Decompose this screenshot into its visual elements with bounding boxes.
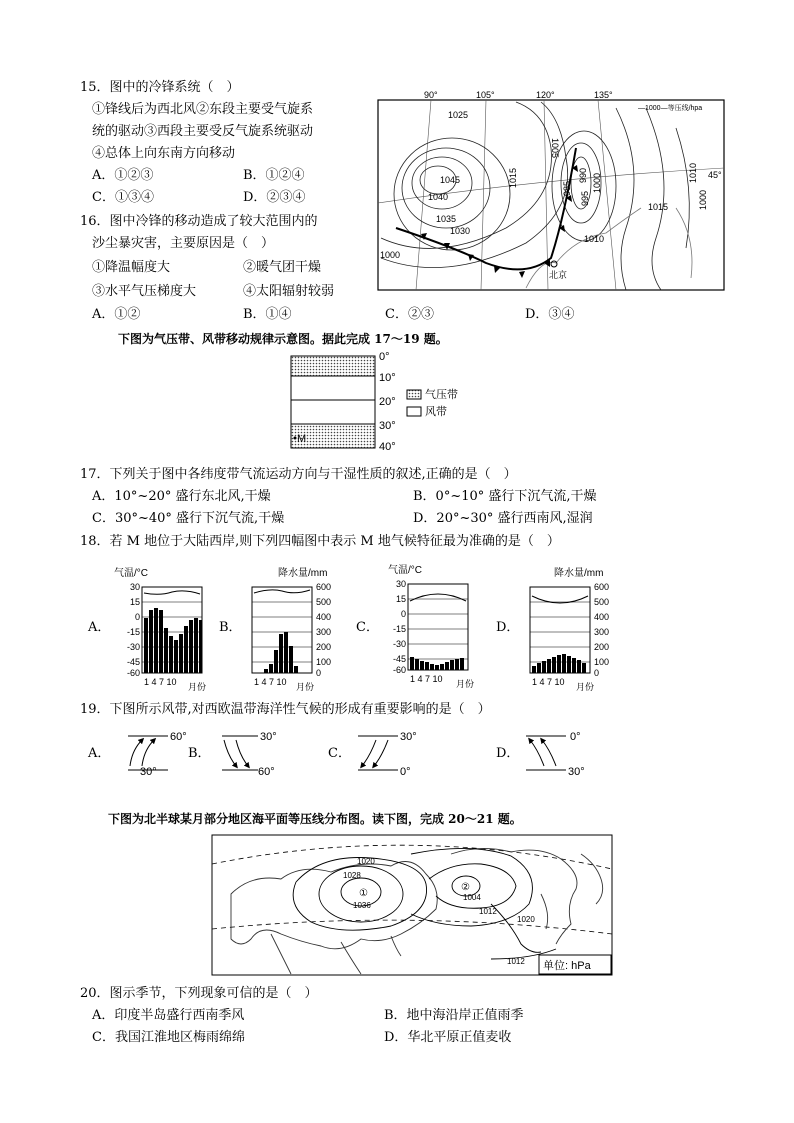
climate-chart-c: [376, 563, 488, 689]
tick: 500: [594, 597, 610, 607]
q18-label-d: D．: [496, 620, 520, 635]
isobar-label: 1000: [380, 250, 401, 260]
isobar-label: 1030: [450, 226, 471, 236]
q15-option-c: C．①③④: [92, 190, 154, 205]
tick: -30: [392, 639, 406, 649]
q19-stem: 19．下图所示风带,对西欧温带海洋性气候的形成有重要影响的是（ ）: [80, 702, 491, 717]
q17-option-a: A．10°~20° 盛行东北风,干燥: [92, 489, 271, 504]
lon-120: 120°: [536, 90, 555, 100]
northern-hemisphere-isobar-map: [211, 834, 613, 976]
isobar-label: 1036: [353, 901, 371, 910]
month-unit: 月份: [188, 682, 207, 692]
lon-105: 105°: [476, 90, 495, 100]
isobar-label: 990: [578, 167, 588, 183]
lat-label-bottom: 30°: [568, 766, 585, 778]
q15-line2: 统的驱动③西段主要受反气旋系统驱动: [92, 124, 314, 139]
q18-label-b: B．: [219, 620, 242, 635]
tick: 200: [316, 642, 332, 652]
q15-option-a: A．①②③: [92, 168, 154, 183]
q15-option-d: D．②③④: [243, 190, 306, 205]
lat-label-bottom: 60°: [258, 766, 275, 778]
tick: 30: [129, 582, 140, 592]
climate-chart-a: [110, 566, 220, 692]
q17-option-c: C．30°~40° 盛行下沉气流,干燥: [92, 511, 285, 526]
isobar-label: 1020: [517, 915, 535, 924]
isobar-label: 1000: [698, 189, 708, 210]
month-ticks: 1 4 7 10: [144, 677, 177, 687]
cold-front-isobar-map: [376, 88, 726, 293]
q19-label-d: D．: [496, 746, 520, 761]
q16-item-2: ②暖气团干燥: [243, 260, 322, 275]
isobar-label: 1010: [688, 162, 698, 183]
rain-axis-title: 降水量/mm: [554, 568, 604, 579]
isobar-label: 1010: [584, 234, 605, 244]
rain-axis-title: 降水量/mm: [278, 568, 328, 579]
lat-label-top: 0°: [570, 731, 581, 743]
q16-stem-1: 16．图中冷锋的移动造成了较大范围内的: [80, 214, 318, 229]
q20-option-b: B．地中海沿岸正值雨季: [384, 1008, 524, 1023]
q20-option-c: C．我国江淮地区梅雨绵绵: [92, 1030, 245, 1045]
tick: 100: [594, 657, 610, 667]
isobar-label: 1028: [343, 871, 361, 880]
isobar-label: 1025: [448, 110, 469, 120]
isobar-legend: —1000—等压线/hpa: [638, 105, 703, 112]
tick: -60: [392, 665, 406, 675]
q17-stem: 17．下列关于图中各纬度带气流运动方向与干湿性质的叙述,正确的是（ ）: [80, 467, 517, 482]
lat-label-top: 30°: [400, 731, 417, 743]
tick: 0: [134, 612, 140, 622]
q16-option-c: C．②③: [385, 307, 434, 322]
lat-label: 0°: [379, 351, 390, 363]
q16-option-d: D．③④: [525, 307, 575, 322]
tick: -60: [126, 668, 140, 678]
q16-option-b: B．①④: [243, 307, 292, 322]
marker-2: ②: [461, 882, 470, 893]
tick: 500: [316, 597, 332, 607]
tick: 400: [594, 612, 610, 622]
wind-belt-option-c: [352, 728, 432, 778]
tick: -30: [126, 642, 140, 652]
climate-chart-d: [518, 566, 636, 692]
isobar-label: 1035: [436, 214, 457, 224]
month-ticks: 1 4 7 10: [410, 674, 443, 684]
lat-label: 40°: [379, 441, 396, 453]
tick: -15: [392, 624, 406, 634]
lat-label: 30°: [379, 420, 396, 432]
isobar-label: 1015: [508, 167, 518, 188]
tick: 100: [316, 657, 332, 667]
tick: 300: [316, 627, 332, 637]
q17-option-d: D．20°~30° 盛行西南风,湿润: [413, 511, 593, 526]
q16-stem-2: 沙尘暴灾害，主要原因是（ ）: [92, 236, 275, 251]
month-unit: 月份: [576, 682, 595, 692]
tick: 15: [395, 594, 406, 604]
temp-axis-title: 气温/°C: [114, 568, 148, 579]
isobar-label: 1015: [648, 202, 669, 212]
lat-label-bottom: 30°: [140, 766, 157, 778]
isobar-label: 1004: [463, 893, 481, 902]
isobar-label: 1040: [428, 192, 449, 202]
isobar-label: 1005: [550, 138, 560, 159]
tick: 30: [395, 579, 406, 589]
lon-90: 90°: [424, 90, 438, 100]
month-ticks: 1 4 7 10: [532, 677, 565, 687]
q15-option-b: B．①②④: [243, 168, 305, 183]
tick: 300: [594, 627, 610, 637]
beijing-label: 北京: [549, 270, 568, 280]
lat-45: 45°: [708, 170, 722, 180]
isobar-label: 1045: [440, 175, 461, 185]
q16-item-4: ④太阳辐射较弱: [243, 284, 335, 299]
month-unit: 月份: [456, 679, 475, 689]
section-heading-20-21: 下图为北半球某月部分地区海平面等压线分布图。读下图，完成 20～21 题。: [108, 812, 522, 826]
pressure-wind-belt-diagram: [285, 350, 485, 454]
isobar-label: 995: [580, 190, 590, 206]
q16-item-1: ①降温幅度大: [92, 260, 171, 275]
tick: 15: [129, 597, 140, 607]
tick: -45: [126, 657, 140, 667]
lat-label-bottom: 0°: [400, 766, 411, 778]
climate-chart-b: [240, 566, 358, 692]
tick: 600: [594, 582, 610, 592]
lat-label-top: 30°: [260, 731, 277, 743]
tick: 0: [594, 668, 600, 678]
isobar-label: 985: [562, 180, 572, 196]
lon-135: 135°: [594, 90, 613, 100]
month-unit: 月份: [296, 682, 315, 692]
q17-option-b: B．0°~10° 盛行下沉气流,干燥: [413, 489, 597, 504]
q15-stem: 15．图中的冷锋系统（ ）: [80, 80, 240, 95]
isobar-label: 1000: [592, 172, 602, 193]
q20-option-a: A．印度半岛盛行西南季风: [92, 1008, 245, 1023]
q18-label-c: C．: [356, 620, 379, 635]
legend-pressure-belt: 气压带: [425, 389, 458, 401]
lat-label: 20°: [379, 396, 396, 408]
q19-label-a: A．: [88, 746, 111, 761]
tick: 0: [316, 668, 322, 678]
q16-option-a: A．①②: [92, 307, 141, 322]
lat-label-top: 60°: [170, 731, 187, 743]
q20-option-d: D．华北平原正值麦收: [384, 1030, 512, 1045]
legend-wind-belt: 风带: [425, 406, 447, 418]
isobar-label: 1020: [357, 857, 375, 866]
isobar-label: 1012: [479, 907, 497, 916]
wind-belt-option-d: [520, 728, 600, 778]
q19-label-c: C．: [328, 746, 351, 761]
q18-label-a: A．: [88, 620, 111, 635]
tick: 200: [594, 642, 610, 652]
q18-stem: 18．若 M 地位于大陆西岸,则下列四幅图中表示 M 地气候特征最为准确的是（ ）: [80, 534, 560, 549]
unit-label: 单位: hPa: [543, 960, 591, 972]
section-heading-17-19: 下图为气压带、风带移动规律示意图。据此完成 17～19 题。: [118, 332, 448, 346]
temp-axis-title: 气温/°C: [388, 565, 422, 576]
q16-item-3: ③水平气压梯度大: [92, 284, 197, 299]
tick: -45: [392, 654, 406, 664]
q15-line3: ④总体上向东南方向移动: [92, 146, 236, 161]
q19-label-b: B．: [188, 746, 211, 761]
wind-belt-option-b: [212, 728, 292, 778]
marker-1: ①: [359, 888, 368, 899]
month-ticks: 1 4 7 10: [254, 677, 287, 687]
wind-belt-option-a: [118, 728, 198, 778]
q20-stem: 20．图示季节，下列现象可信的是（ ）: [80, 986, 318, 1001]
tick: 400: [316, 612, 332, 622]
q15-line1: ①锋线后为西北风②东段主要受气旋系: [92, 102, 314, 117]
isobar-label: 1012: [507, 957, 525, 966]
tick: 0: [400, 609, 406, 619]
tick: -15: [126, 627, 140, 637]
lat-label: 10°: [379, 372, 396, 384]
tick: 600: [316, 582, 332, 592]
marker-m: M: [297, 433, 307, 445]
